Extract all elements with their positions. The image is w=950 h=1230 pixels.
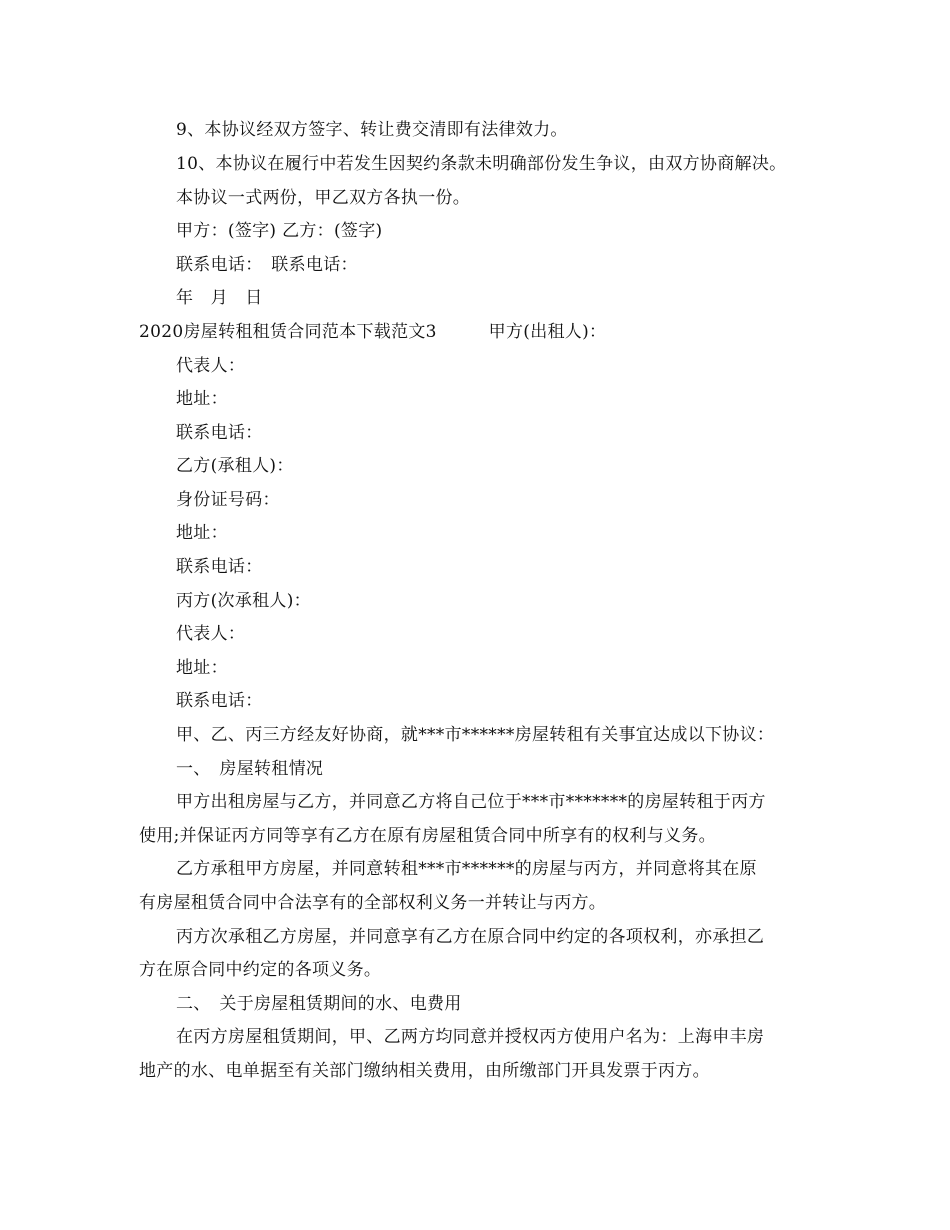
party-c-label: 丙方(次承租人)： [176, 591, 311, 611]
paragraph-1-line-1: 甲方出租房屋与乙方，并同意乙方将自己位于***市*******的房屋转租于丙方 [176, 792, 766, 812]
party-c-address: 地址： [176, 658, 228, 678]
heading-2: 二、 关于房屋租赁期间的水、电费用 [176, 994, 462, 1014]
heading-1: 一、 房屋转租情况 [176, 759, 324, 779]
party-b-id-number: 身份证号码： [176, 490, 280, 510]
signature-line: 甲方：(签字) 乙方：(签字) [176, 221, 383, 241]
section-heading: 2020房屋转租租赁合同范本下载范文3 甲方(出租人)： [139, 322, 607, 342]
phone-line: 联系电话： 联系电话： [176, 255, 358, 275]
party-b-address: 地址： [176, 523, 228, 543]
paragraph-3-line-2: 方在原合同中约定的各项义务。 [139, 960, 382, 980]
agreement-intro: 甲、乙、丙三方经友好协商，就***市******房屋转租有关事宜达成以下协议： [176, 725, 775, 745]
party-b-phone: 联系电话： [176, 557, 263, 577]
party-c-phone: 联系电话： [176, 691, 263, 711]
date-line: 年 月 日 [176, 288, 263, 308]
paragraph-1-line-2: 使用;并保证丙方同等享有乙方在原有房屋租赁合同中所享有的权利与义务。 [139, 826, 716, 846]
paragraph-4-line-1: 在丙方房屋租赁期间，甲、乙两方均同意并授权丙方使用户名为：上海申丰房 [176, 1027, 765, 1047]
party-b-label: 乙方(承租人)： [176, 456, 294, 476]
clause-10: 10、本协议在履行中若发生因契约条款未明确部份发生争议，由双方协商解决。 [176, 154, 787, 174]
copies-note: 本协议一式两份，甲乙双方各执一份。 [176, 188, 471, 208]
paragraph-2-line-2: 有房屋租赁合同中合法享有的全部权利义务一并转让与丙方。 [139, 893, 607, 913]
paragraph-4-line-2: 地产的水、电单据至有关部门缴纳相关费用，由所缴部门开具发票于丙方。 [139, 1061, 710, 1081]
party-a-address: 地址： [176, 389, 228, 409]
paragraph-3-line-1: 丙方次承租乙方房屋，并同意享有乙方在原合同中约定的各项权利，亦承担乙 [176, 927, 765, 947]
party-a-phone: 联系电话： [176, 423, 263, 443]
party-c-representative: 代表人： [176, 624, 246, 644]
party-a-representative: 代表人： [176, 356, 246, 376]
paragraph-2-line-1: 乙方承租甲方房屋，并同意转租***市******的房屋与丙方，并同意将其在原 [176, 859, 757, 879]
clause-9: 9、本协议经双方签字、转让费交清即有法律效力。 [176, 120, 568, 140]
